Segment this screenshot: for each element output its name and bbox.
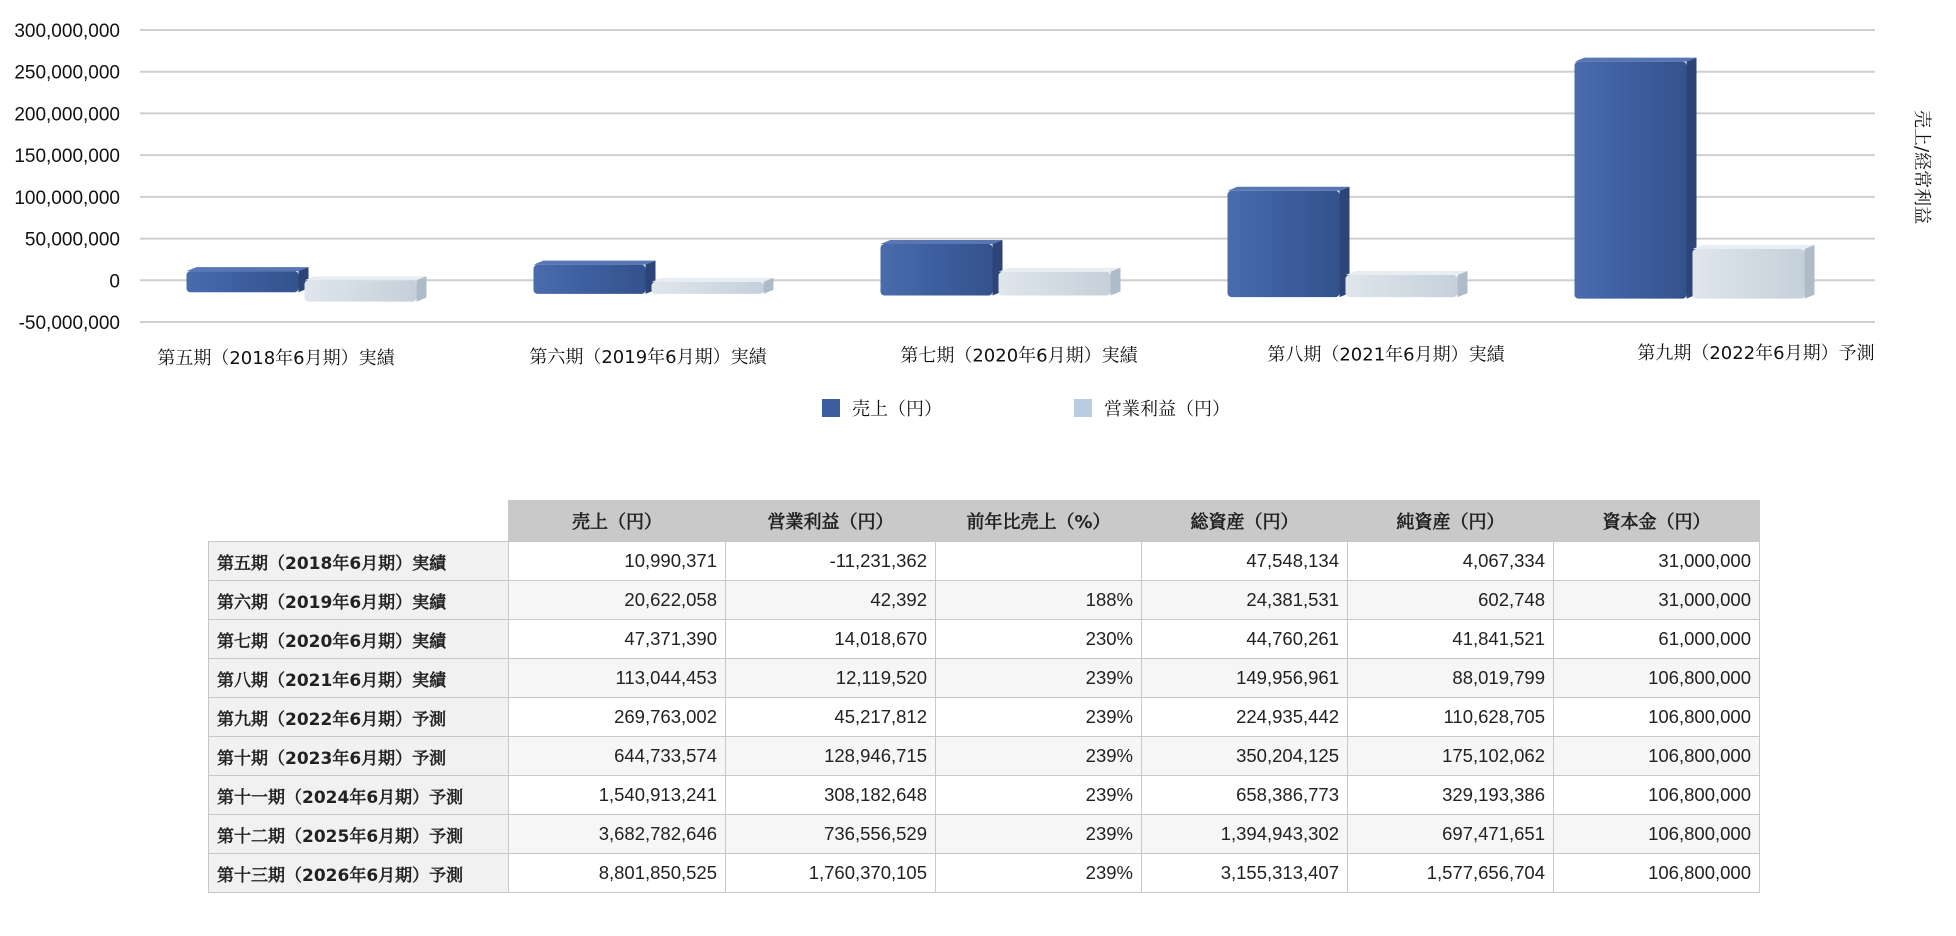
bar-side: [417, 276, 427, 301]
table-cell: 224,935,442: [1142, 698, 1348, 737]
table-cell: 113,044,453: [509, 659, 726, 698]
table-cell: 106,800,000: [1554, 698, 1760, 737]
table-cell: 697,471,651: [1348, 815, 1554, 854]
bar-face: [999, 272, 1111, 296]
table-row: [209, 776, 1760, 815]
table-cell: 61,000,000: [1554, 620, 1760, 659]
bar-top: [1693, 245, 1815, 249]
table-cell: 308,182,648: [726, 776, 936, 815]
bars: [187, 58, 1815, 302]
column-header: 純資産（円）: [1348, 501, 1554, 542]
table-cell: 239%: [936, 815, 1142, 854]
bar-face: [881, 244, 993, 296]
table-cell: 1,760,370,105: [726, 854, 936, 893]
bar-side: [1458, 271, 1468, 297]
bar: [652, 278, 774, 294]
bar: [1693, 245, 1815, 299]
bar-top: [1575, 58, 1697, 62]
table-cell: 149,956,961: [1142, 659, 1348, 698]
x-category-label: 第七期（2020年6月期）実績: [900, 345, 1138, 367]
bar: [881, 240, 1003, 296]
table-header-row: [209, 501, 1760, 542]
table-cell: 658,386,773: [1142, 776, 1348, 815]
y-tick-label: 300,000,000: [14, 21, 120, 42]
column-header: 営業利益（円）: [726, 501, 936, 542]
bar-top: [1346, 271, 1468, 275]
bar-face: [1346, 275, 1458, 297]
table-cell: 47,371,390: [509, 620, 726, 659]
bar-face: [305, 280, 417, 301]
row-label: 第六期（2019年6月期）実績: [209, 581, 509, 620]
table-cell: 3,682,782,646: [509, 815, 726, 854]
y-tick-label: 250,000,000: [14, 62, 120, 84]
table-cell: [936, 542, 1142, 581]
table-cell: 8,801,850,525: [509, 854, 726, 893]
bar-face: [1693, 249, 1805, 299]
bar-top: [187, 267, 309, 271]
table-cell: 644,733,574: [509, 737, 726, 776]
table-corner-cell: [209, 501, 509, 542]
legend-swatch: [822, 399, 840, 417]
bar: [1228, 187, 1350, 297]
table-cell: 24,381,531: [1142, 581, 1348, 620]
legend-label: 営業利益（円）: [1104, 399, 1230, 420]
table-cell: 230%: [936, 620, 1142, 659]
bar-top: [1228, 187, 1350, 191]
table-cell: 1,540,913,241: [509, 776, 726, 815]
table-cell: 239%: [936, 854, 1142, 893]
bar-face: [652, 282, 764, 294]
x-axis-categories: [157, 342, 1874, 369]
row-label: 第九期（2022年6月期）予測: [209, 698, 509, 737]
legend: [822, 399, 1230, 420]
table-cell: 44,760,261: [1142, 620, 1348, 659]
table-cell: 602,748: [1348, 581, 1554, 620]
table-cell: 20,622,058: [509, 581, 726, 620]
table-cell: 106,800,000: [1554, 854, 1760, 893]
table-row: [209, 581, 1760, 620]
bar: [187, 267, 309, 292]
table-row: [209, 620, 1760, 659]
x-category-label: 第五期（2018年6月期）実績: [157, 348, 395, 369]
row-label: 第八期（2021年6月期）実績: [209, 659, 509, 698]
table-cell: 106,800,000: [1554, 737, 1760, 776]
financial-table: [208, 500, 1760, 893]
table-cell: 239%: [936, 776, 1142, 815]
bar-top: [652, 278, 774, 282]
table-cell: 88,019,799: [1348, 659, 1554, 698]
table-cell: 106,800,000: [1554, 815, 1760, 854]
row-label: 第十一期（2024年6月期）予測: [209, 776, 509, 815]
table-row: [209, 854, 1760, 893]
bar-side: [1111, 268, 1121, 296]
legend-swatch: [1074, 399, 1092, 417]
bar: [999, 268, 1121, 296]
column-header: 総資産（円）: [1142, 501, 1348, 542]
row-label: 第十三期（2026年6月期）予測: [209, 854, 509, 893]
table-cell: 41,841,521: [1348, 620, 1554, 659]
x-category-label: 第六期（2019年6月期）実績: [529, 346, 767, 368]
table-cell: 31,000,000: [1554, 542, 1760, 581]
table-cell: -11,231,362: [726, 542, 936, 581]
table-cell: 42,392: [726, 581, 936, 620]
table-cell: 329,193,386: [1348, 776, 1554, 815]
table-row: [209, 659, 1760, 698]
bar-face: [1575, 62, 1687, 299]
table-cell: 239%: [936, 698, 1142, 737]
bar: [1346, 271, 1468, 297]
bar-chart: [0, 0, 1956, 440]
y-tick-label: 0: [109, 271, 120, 293]
table-cell: 106,800,000: [1554, 659, 1760, 698]
row-label: 第五期（2018年6月期）実績: [209, 542, 509, 581]
table-cell: 128,946,715: [726, 737, 936, 776]
y-tick-label: -50,000,000: [18, 313, 120, 334]
bar-face: [187, 271, 299, 292]
table-cell: 239%: [936, 659, 1142, 698]
table-cell: 12,119,520: [726, 659, 936, 698]
table-row: [209, 542, 1760, 581]
bar-top: [881, 240, 1003, 244]
table-row: [209, 698, 1760, 737]
row-label: 第十二期（2025年6月期）予測: [209, 815, 509, 854]
table-cell: 175,102,062: [1348, 737, 1554, 776]
table-cell: 110,628,705: [1348, 698, 1554, 737]
bar-top: [534, 261, 656, 265]
column-header: 資本金（円）: [1554, 501, 1760, 542]
y-axis-title: 売上/経常利益: [1911, 110, 1932, 225]
table-cell: 188%: [936, 581, 1142, 620]
bar: [305, 276, 427, 301]
row-label: 第七期（2020年6月期）実績: [209, 620, 509, 659]
x-category-label: 第八期（2021年6月期）実績: [1267, 344, 1505, 366]
table-cell: 736,556,529: [726, 815, 936, 854]
column-header: 前年比売上（%）: [936, 501, 1142, 542]
y-tick-label: 150,000,000: [14, 146, 120, 168]
table-body: [209, 542, 1760, 893]
table-cell: 239%: [936, 737, 1142, 776]
row-label: 第十期（2023年6月期）予測: [209, 737, 509, 776]
table-cell: 4,067,334: [1348, 542, 1554, 581]
column-header: 売上（円）: [509, 501, 726, 542]
bar-top: [305, 276, 427, 280]
bar-face: [534, 265, 646, 294]
bar: [534, 261, 656, 294]
table-cell: 269,763,002: [509, 698, 726, 737]
x-category-label: 第九期（2022年6月期）予測: [1637, 343, 1875, 365]
table-cell: 31,000,000: [1554, 581, 1760, 620]
bar: [1575, 58, 1697, 299]
y-axis-ticks: [14, 21, 120, 334]
table-row: [209, 737, 1760, 776]
table-cell: 1,394,943,302: [1142, 815, 1348, 854]
legend-label: 売上（円）: [852, 399, 942, 420]
table-cell: 1,577,656,704: [1348, 854, 1554, 893]
table-cell: 45,217,812: [726, 698, 936, 737]
table-cell: 10,990,371: [509, 542, 726, 581]
table-cell: 14,018,670: [726, 620, 936, 659]
bar-top: [999, 268, 1121, 272]
table-cell: 106,800,000: [1554, 776, 1760, 815]
table-cell: 3,155,313,407: [1142, 854, 1348, 893]
table-cell: 350,204,125: [1142, 737, 1348, 776]
table-row: [209, 815, 1760, 854]
y-tick-label: 100,000,000: [14, 187, 120, 209]
bar-face: [1228, 191, 1340, 297]
bar-side: [1805, 245, 1815, 299]
y-tick-label: 200,000,000: [14, 104, 120, 126]
y-tick-label: 50,000,000: [24, 229, 120, 251]
table-cell: 47,548,134: [1142, 542, 1348, 581]
